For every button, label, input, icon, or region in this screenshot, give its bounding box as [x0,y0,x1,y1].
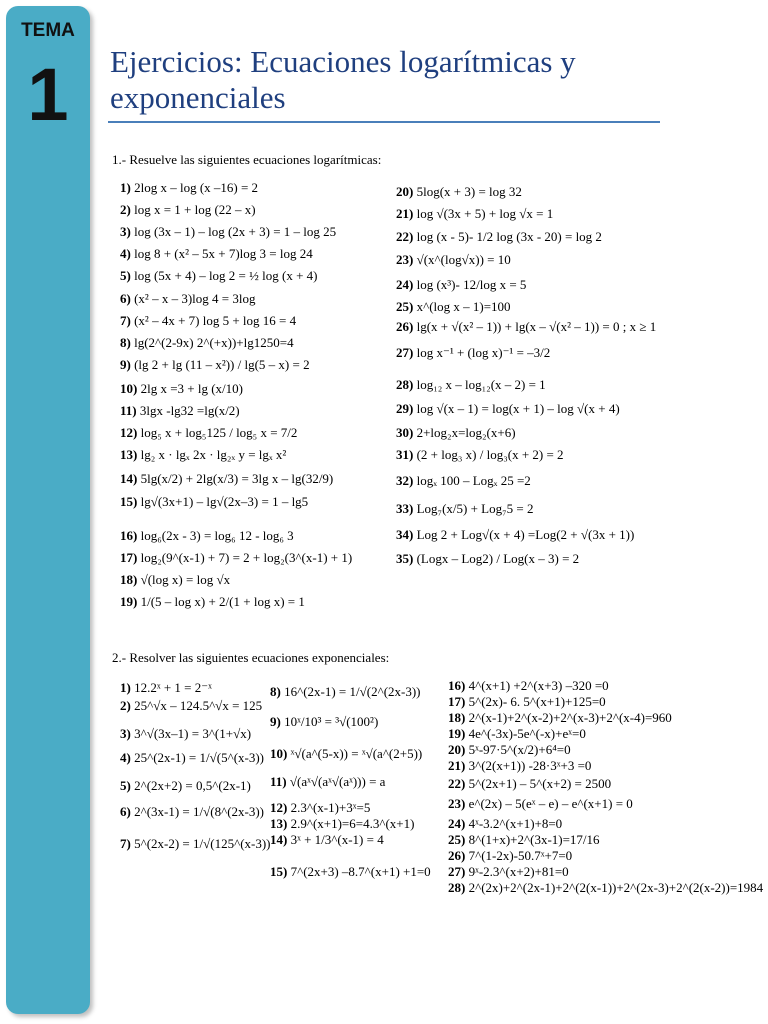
equation-number: 14) [120,471,138,486]
equation-item [396,184,656,206]
equation-number: 17) [448,694,466,709]
equation-item [448,758,688,776]
equation-text: 2^(2x+2) = 0,5^(2x-1) [134,778,251,793]
exp-equations-col-2 [270,684,450,884]
equation-item [270,832,450,864]
equation-number: 29) [396,401,414,416]
equation-number: 9) [120,357,131,372]
equation-number: 19) [448,726,466,741]
equation-item [396,277,656,299]
equation-text: 12.2ˣ + 1 = 2⁻ˣ [134,680,212,695]
equation-item [120,680,270,698]
equation-text: 9ˣ-2.3^(x+2)+81=0 [468,864,569,879]
equation-number: 23) [448,796,466,811]
equation-text: (Logx – Log2) / Log(x – 3) = 2 [416,551,580,566]
equation-number: 15) [270,864,288,879]
equation-text: 10ˣ/10³ = ³√(100²) [284,714,379,729]
equation-text: ˣ√(a^(5-x)) = ˣ√(a^(2+5)) [290,746,423,761]
equation-number: 7) [120,313,131,328]
equation-item [120,357,390,381]
equation-text: lg₂ x · lgₓ 2x · lg₂ₓ y = lgₓ x² [140,447,287,462]
equation-text: √(aˣ√(aˣ√(aˣ))) = a [289,774,386,789]
equation-item [120,268,390,291]
equation-item [120,836,270,866]
equation-text: 3ˣ + 1/3^(x-1) = 4 [290,832,384,847]
equation-item [448,864,688,880]
tema-label: TEMA [21,20,75,41]
equation-item [120,291,390,313]
equation-number: 2) [120,202,131,217]
equation-number: 35) [396,551,414,566]
equation-item [396,551,656,579]
equation-text: 3^(2(x+1)) -28·3ˣ+3 =0 [468,758,592,773]
equation-item [120,572,390,594]
equation-number: 25) [448,832,466,847]
equation-text: Log₇(x/5) + Log₇5 = 2 [416,501,534,516]
section-1-heading: 1.- Resuelve las siguientes ecuaciones logarítmicas: [112,152,382,167]
equation-number: 31) [396,447,414,462]
equation-item [396,527,656,551]
equation-item [448,816,688,832]
equation-item [120,471,390,494]
equation-item [120,698,270,726]
equation-item [120,726,270,750]
equation-number: 20) [396,184,414,199]
equation-number: 8) [270,684,281,699]
equation-number: 13) [120,447,138,462]
equation-text: 5lg(x/2) + 2lg(x/3) = 3lg x – lg(32/9) [140,471,334,486]
equation-item [448,710,688,726]
equation-text: 2.9^(x+1)=6=4.3^(x+1) [290,816,415,831]
equation-item [448,796,688,816]
equation-number: 10) [120,381,138,396]
equation-text: 25^√x – 124.5^√x = 125 [134,698,263,713]
equation-text: 3lgx -lg32 =lg(x/2) [139,403,240,418]
equation-text: log (x - 5)- 1/2 log (3x - 20) = log 2 [416,229,602,244]
equation-text: log √(3x + 5) + log √x = 1 [416,206,554,221]
equation-text: logₓ 100 – Logₓ 25 =2 [416,473,531,488]
equation-text: lg(2^(2-9x) 2^(+x))+lg1250=4 [134,335,294,350]
equation-number: 9) [270,714,281,729]
equation-number: 24) [448,816,466,831]
equation-text: log x⁻¹ + (log x)⁻¹ = –3/2 [416,345,551,360]
equation-item [396,345,656,377]
page-title: Ejercicios: Ecuaciones logarítmicas y exponenciales [110,44,576,115]
equation-text: 25^(2x-1) = 1/√(5^(x-3)) [134,750,265,765]
equation-text: 5^(2x)- 6. 5^(x+1)+125=0 [468,694,606,709]
equation-number: 1) [120,180,131,195]
equation-number: 5) [120,778,131,793]
equation-item [396,473,656,501]
equation-item [396,299,656,319]
equation-item [270,746,450,774]
log-equations-col-2 [396,184,656,579]
equation-number: 34) [396,527,414,542]
equation-text: lg√(3x+1) – lg√(2x–3) = 1 – lg5 [140,494,309,509]
equation-item [448,848,688,864]
equation-item [120,494,390,528]
equation-item [448,880,764,896]
section-2-heading: 2.- Resolver las siguientes ecuaciones exponenciales: [112,650,390,665]
equation-text: log (3x – 1) – log (2x + 3) = 1 – log 25 [134,224,337,239]
log-equations-col-1 [120,180,390,616]
equation-item [270,800,450,816]
equation-number: 10) [270,746,288,761]
equation-text: 4ˣ-3.2^(x+1)+8=0 [468,816,563,831]
equation-item [270,864,450,884]
equation-text: x^(log x – 1)=100 [416,299,511,314]
equation-number: 25) [396,299,414,314]
equation-number: 22) [448,776,466,791]
equation-number: 19) [120,594,138,609]
equation-item [120,425,390,447]
equation-number: 4) [120,750,131,765]
equation-text: log √(x – 1) = log(x + 1) – log √(x + 4) [416,401,620,416]
equation-number: 3) [120,224,131,239]
equation-text: lg(x + √(x² – 1)) + lg(x – √(x² – 1)) = 0 ; x ≥ 1 [416,319,657,334]
equation-number: 4) [120,246,131,261]
equation-number: 6) [120,291,131,306]
equation-number: 18) [448,710,466,725]
equation-text: e^(2x) – 5(eˣ – e) – e^(x+1) = 0 [468,796,633,811]
equation-text: 8^(1+x)+2^(3x-1)=17/16 [468,832,600,847]
equation-item [448,726,688,742]
equation-number: 24) [396,277,414,292]
equation-text: log₅ x + log₅125 / log₅ x = 7/2 [140,425,298,440]
equation-item [270,714,450,746]
equation-item [120,381,390,403]
equation-text: log (5x + 4) – log 2 = ½ log (x + 4) [134,268,318,283]
equation-item [120,550,390,572]
equation-text: 2lg x =3 + lg (x/10) [140,381,244,396]
equation-number: 27) [448,864,466,879]
equation-item [396,229,656,252]
equation-text: 4e^(-3x)-5e^(-x)+eˣ=0 [468,726,586,741]
equation-text: √(log x) = log √x [140,572,231,587]
equation-text: (x² – x – 3)log 4 = 3log [134,291,256,306]
equation-number: 12) [270,800,288,815]
equation-number: 30) [396,425,414,440]
equation-number: 12) [120,425,138,440]
equation-text: log₆(2x - 3) = log₆ 12 - log₆ 3 [140,528,294,543]
equation-item [448,832,688,848]
equation-item [396,401,656,425]
equation-number: 20) [448,742,466,757]
equation-number: 28) [396,377,414,392]
equation-item [120,778,270,804]
equation-number: 16) [120,528,138,543]
tema-number: 1 [27,53,69,136]
equation-item [270,816,450,832]
equation-text: 5^(2x-2) = 1/√(125^(x-3)) [134,836,271,851]
equation-number: 7) [120,836,131,851]
equation-number: 15) [120,494,138,509]
equation-item [120,447,390,471]
equation-text: 2^(x-1)+2^(x-2)+2^(x-3)+2^(x-4)=960 [468,710,672,725]
equation-number: 11) [120,403,137,418]
equation-number: 13) [270,816,288,831]
equation-text: 2.3^(x-1)+3ˣ=5 [290,800,371,815]
equation-text: 7^(1-2x)-50.7ˣ+7=0 [468,848,573,863]
equation-text: log (x³)- 12/log x = 5 [416,277,527,292]
equation-text: 2^(3x-1) = 1/√(8^(2x-3)) [134,804,265,819]
equation-item [396,319,656,345]
equation-item [396,377,656,401]
equation-number: 16) [448,678,466,693]
equation-item [396,252,656,277]
equation-text: log₁₂ x – log₁₂(x – 2) = 1 [416,377,546,392]
equation-item [120,403,390,425]
equation-text: 2+log₂x=log₂(x+6) [416,425,516,440]
equation-text: (2 + log₃ x) / log₃(x + 2) = 2 [416,447,564,462]
equation-text: √(x^(log√x)) = 10 [416,252,511,267]
equation-text: Log 2 + Log√(x + 4) =Log(2 + √(3x + 1)) [416,527,635,542]
equation-number: 6) [120,804,131,819]
equation-item [120,594,390,616]
exp-equations-col-1 [120,680,270,866]
equation-text: log₂(9^(x-1) + 7) = 2 + log₂(3^(x-1) + 1) [140,550,353,565]
equation-item [120,246,390,268]
equation-number: 21) [396,206,414,221]
equation-number: 2) [120,698,131,713]
equation-text: (x² – 4x + 7) log 5 + log 16 = 4 [134,313,297,328]
equation-item [120,180,390,202]
equation-item [396,425,656,447]
equation-item [120,750,270,778]
equation-number: 3) [120,726,131,741]
equation-text: log 8 + (x² – 5x + 7)log 3 = log 24 [134,246,313,261]
equation-item [396,501,656,527]
title-divider [108,121,660,123]
equation-item [270,774,450,800]
equation-item [120,313,390,335]
equation-number: 32) [396,473,414,488]
equation-text: (lg 2 + lg (11 – x²)) / lg(5 – x) = 2 [134,357,310,372]
equation-number: 18) [120,572,138,587]
equation-number: 26) [396,319,414,334]
equation-item [120,202,390,224]
equation-text: 5^(2x+1) – 5^(x+2) = 2500 [468,776,612,791]
equation-text: 3^√(3x–1) = 3^(1+√x) [134,726,252,741]
equation-number: 1) [120,680,131,695]
equation-item [396,447,656,473]
equation-number: 11) [270,774,287,789]
equation-number: 26) [448,848,466,863]
equation-number: 33) [396,501,414,516]
equation-item [120,528,390,550]
equation-item [396,206,656,229]
equation-text: 16^(2x-1) = 1/√(2^(2x-3)) [284,684,421,699]
equation-item [448,678,688,694]
equation-number: 14) [270,832,288,847]
sidebar-tab [6,6,90,1014]
equation-item [448,776,688,796]
equation-item [120,335,390,357]
equation-text: log x = 1 + log (22 – x) [134,202,256,217]
equation-number: 5) [120,268,131,283]
equation-item [448,742,688,758]
equation-text: 5ˣ-97·5^(x/2)+6⁴=0 [468,742,571,757]
equation-number: 28) [448,880,466,895]
equation-number: 8) [120,335,131,350]
equation-number: 17) [120,550,138,565]
equation-text: 1/(5 – log x) + 2/(1 + log x) = 1 [140,594,305,609]
equation-item [120,224,390,246]
equation-text: 5log(x + 3) = log 32 [416,184,522,199]
equation-text: 2^(2x)+2^(2x-1)+2^(2(x-1))+2^(2x-3)+2^(2(x-2))=1984 [468,880,764,895]
equation-item [448,694,688,710]
equation-number: 22) [396,229,414,244]
equation-number: 21) [448,758,466,773]
equation-number: 23) [396,252,414,267]
equation-item [120,804,270,836]
equation-text: 4^(x+1) +2^(x+3) –320 =0 [468,678,609,693]
equation-number: 27) [396,345,414,360]
equation-text: 7^(2x+3) –8.7^(x+1) +1=0 [290,864,431,879]
exp-equations-col-3 [448,678,764,896]
equation-text: 2log x – log (x –16) = 2 [134,180,259,195]
equation-item [270,684,450,714]
